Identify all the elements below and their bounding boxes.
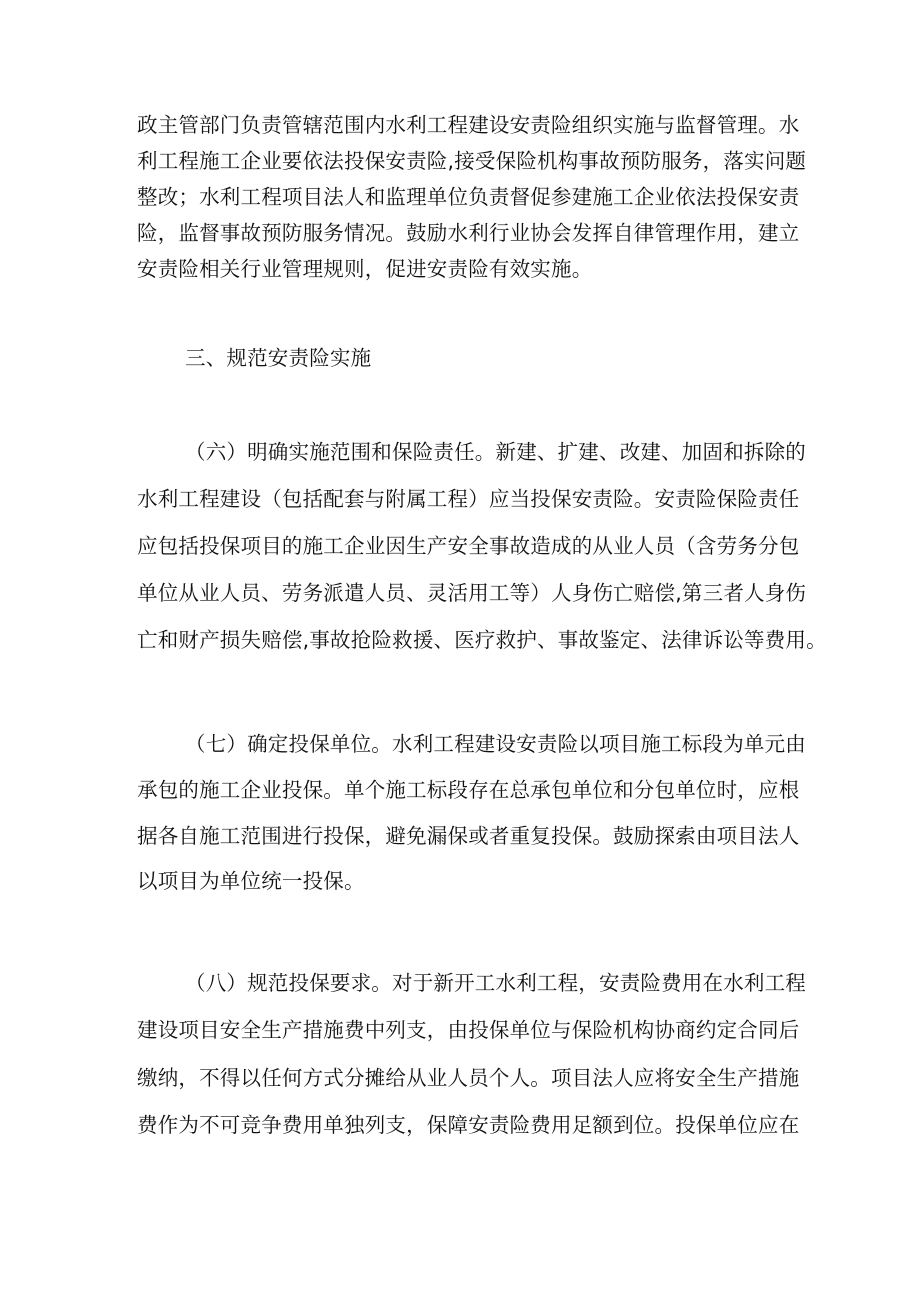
paragraph-line: 费作为不可竞争费用单独列支，保障安责险费用足额到位。投保单位应在: [137, 1113, 800, 1137]
paragraph-line: （八）规范投保要求。对于新开工水利工程，安责险费用在水利工程: [185, 971, 806, 995]
paragraph-line: 缴纳，不得以任何方式分摊给从业人员个人。项目法人应将安全生产措施: [137, 1066, 800, 1090]
paragraph-line: （七）确定投保单位。水利工程建设安责险以项目施工标段为单元由: [185, 732, 806, 756]
paragraph-line: 亡和财产损失赔偿,事故抢险救援、医疗救护、事故鉴定、法律诉讼等费用。: [137, 628, 827, 652]
paragraph-line: 水利工程建设（包括配套与附属工程）应当投保安责险。安责险保险责任: [137, 487, 800, 511]
paragraph-line: 政主管部门负责管辖范围内水利工程建设安责险组织实施与监督管理。水: [137, 113, 800, 137]
paragraph-line: 单位从业人员、劳务派遣人员、灵活用工等）人身伤亡赔偿,第三者人身伤: [137, 581, 807, 605]
paragraph-line: 利工程施工企业要依法投保安责险,接受保险机构事故预防服务，落实问题: [137, 149, 807, 173]
paragraph-line: （六）明确实施范围和保险责任。新建、扩建、改建、加固和拆除的: [185, 440, 806, 464]
paragraph-line: 安责险相关行业管理规则，促进安责险有效实施。: [137, 257, 593, 281]
paragraph-line: 据各自施工范围进行投保，避免漏保或者重复投保。鼓励探索由项目法人: [137, 824, 800, 848]
paragraph-line: 应包括投保项目的施工企业因生产安全事故造成的从业人员（含劳务分包: [137, 534, 800, 558]
paragraph-line: 建设项目安全生产措施费中列支，由投保单位与保险机构协商约定合同后: [137, 1018, 800, 1042]
paragraph-line: 整改；水利工程项目法人和监理单位负责督促参建施工企业依法投保安责: [137, 185, 800, 209]
paragraph-line: 承包的施工企业投保。单个施工标段存在总承包单位和分包单位时，应根: [137, 778, 800, 802]
paragraph-line: 以项目为单位统一投保。: [137, 869, 365, 893]
section-heading: 三、规范安责险实施: [185, 346, 372, 370]
paragraph-line: 险，监督事故预防服务情况。鼓励水利行业协会发挥自律管理作用，建立: [137, 221, 800, 245]
